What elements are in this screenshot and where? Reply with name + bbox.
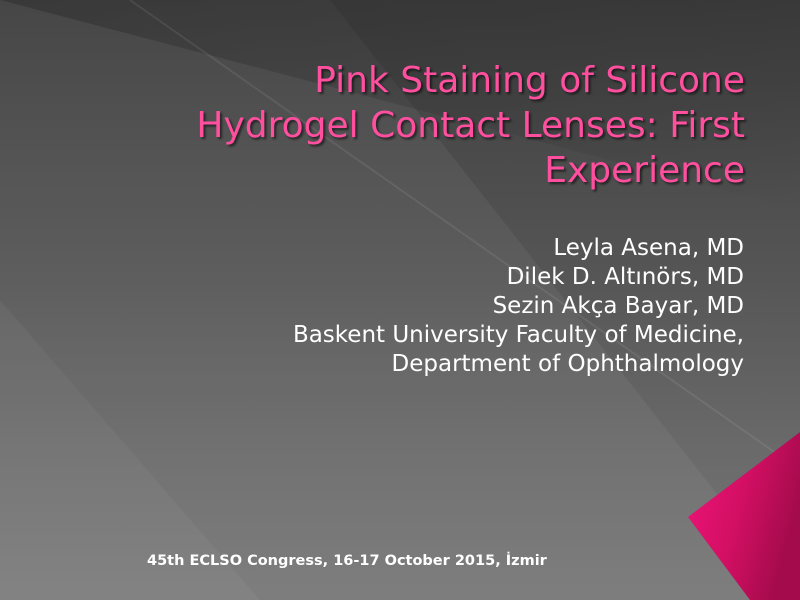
title-line: Hydrogel Contact Lenses: First [196, 105, 745, 146]
affiliation-line: Department of Ophthalmology [391, 351, 744, 377]
title-line: Pink Staining of Silicone [314, 60, 745, 101]
author-name: Sezin Akça Bayar, MD [492, 293, 744, 319]
slide-title [105, 58, 745, 193]
author-name: Leyla Asena, MD [553, 235, 744, 261]
congress-footer: 45th ECLSO Congress, 16-17 October 2015, İzmir [147, 553, 547, 569]
title-line: Experience [544, 150, 745, 191]
author-list [104, 234, 744, 379]
affiliation-line: Baskent University Faculty of Medicine, [292, 322, 744, 348]
author-name: Dilek D. Altınörs, MD [506, 264, 744, 290]
